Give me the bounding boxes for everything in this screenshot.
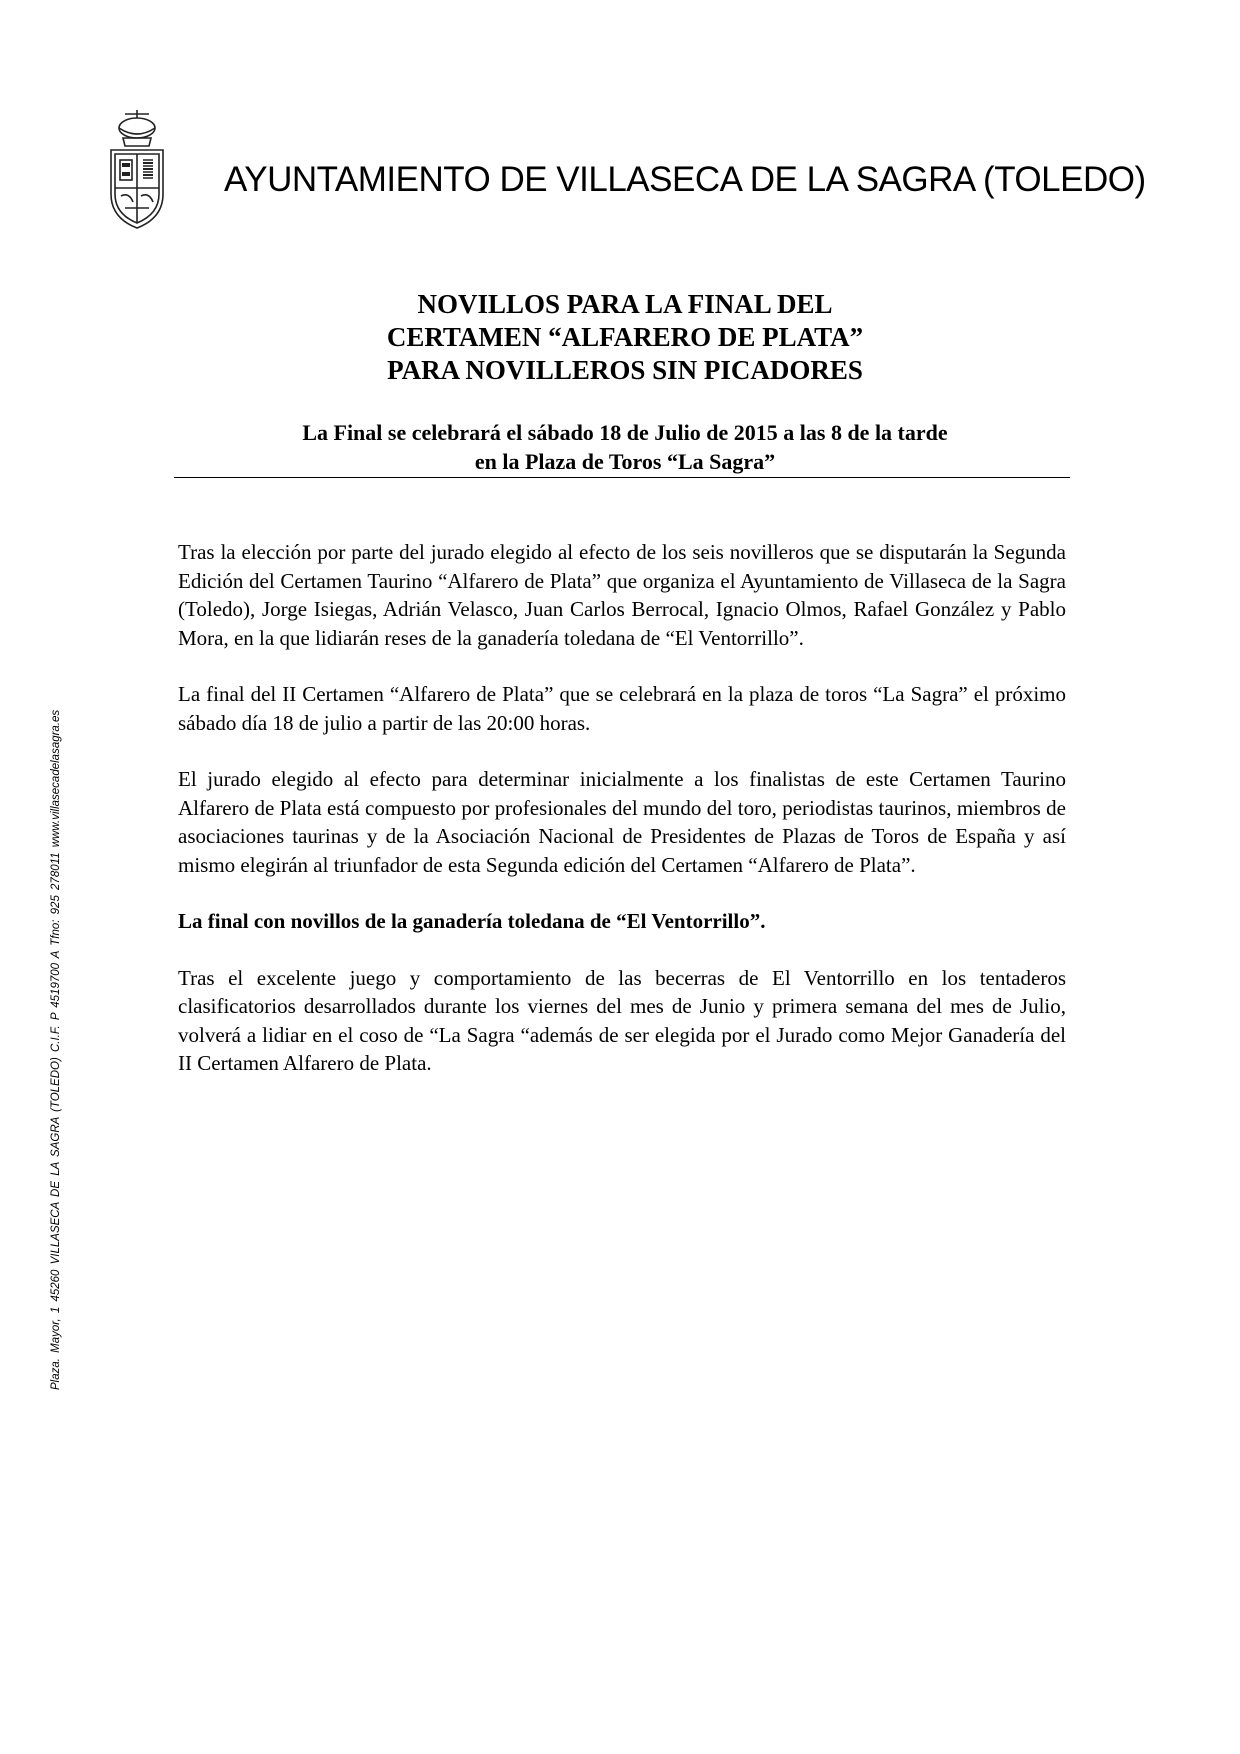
paragraph: Tras el excelente juego y comportamiento de las becerras de El Ventorrillo en los tentaderos clasificatorios desarrollados durante los viernes del mes de Junio y primera semana del mes de Julio, volverá a lidiar en el coso de “La Sagra “además de ser elegida por el Jurado como Mejor Ganadería del II Certamen Alfarero de Plata. bbox=[178, 965, 1066, 1075]
title-line: NOVILLOS PARA LA FINAL DEL bbox=[417, 289, 833, 319]
divider bbox=[174, 477, 1070, 478]
event-subtitle bbox=[200, 418, 1050, 476]
document-title bbox=[200, 288, 1050, 387]
paragraph: El jurado elegido al efecto para determinar inicialmente a los finalistas de este Certamen Taurino Alfarero de Plata está compuesto por profesionales del mundo del toro, periodistas taurinos, miembros de asociaciones taurinas y de la Asociación Nacional de Presidentes de Plazas de Toros de España y así mismo elegirán al triunfador de esta Segunda edición del Certamen “Alfarero de Plata”. bbox=[178, 767, 1066, 877]
institution-name: AYUNTAMIENTO DE VILLASECA DE LA SAGRA (TOLEDO) bbox=[224, 160, 1146, 199]
coat-of-arms-icon bbox=[103, 110, 171, 232]
title-line: CERTAMEN “ALFARERO DE PLATA” bbox=[386, 322, 864, 352]
paragraph: Tras la elección por parte del jurado elegido al efecto de los seis novilleros que se disputarán la Segunda Edición del Certamen Taurino “Alfarero de Plata” que organiza el Ayuntamiento de Villaseca de la Sagra (Toledo), Jorge Isiegas, Adrián Velasco, Juan Carlos Berrocal, Ignacio Olmos, Rafael González y Pablo Mora, en la que lidiarán reses de la ganadería toledana de “El Ventorrillo”. bbox=[178, 540, 1066, 650]
paragraph: La final del II Certamen “Alfarero de Plata” que se celebrará en la plaza de toros “La Sagra” el próximo sábado día 18 de julio a partir de las 20:00 horas. bbox=[178, 682, 1066, 735]
document-body bbox=[178, 538, 1066, 1106]
subtitle-line: La Final se celebrará el sábado 18 de Julio de 2015 a las 8 de la tarde bbox=[302, 420, 948, 445]
title-line: PARA NOVILLEROS SIN PICADORES bbox=[387, 355, 863, 385]
subtitle-line: en la Plaza de Toros “La Sagra” bbox=[474, 449, 776, 474]
section-heading: La final con novillos de la ganadería toledana de “El Ventorrillo”. bbox=[178, 909, 766, 933]
address-sidebar: Plaza. Mayor, 1 45260 VILLASECA DE LA SAGRA (TOLEDO) C.I.F. P 4519700 A Tfno: 925 278011 www.villasecadelasagra.es bbox=[50, 709, 62, 1390]
